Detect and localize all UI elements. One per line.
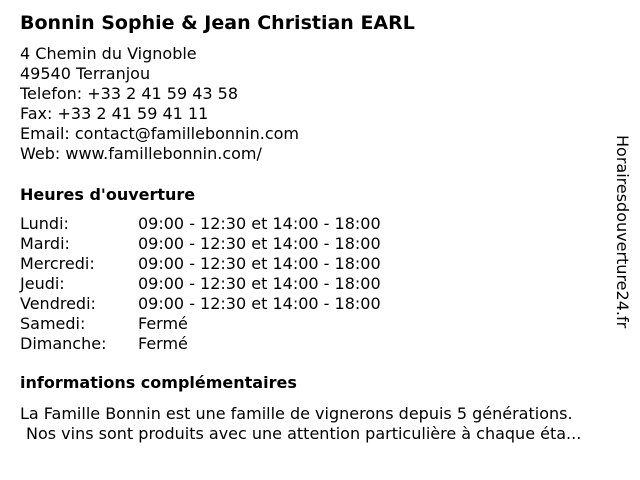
hours-heading: Heures d'ouverture xyxy=(20,185,196,204)
business-card xyxy=(20,10,620,444)
hours-time: 09:00 - 12:30 et 14:00 - 18:00 xyxy=(138,294,381,313)
hours-row xyxy=(20,214,620,234)
hours-day: Jeudi: xyxy=(20,274,65,293)
info-line: Nos vins sont produits avec une attention particulière à chaque éta... xyxy=(26,424,582,443)
hours-day: Mercredi: xyxy=(20,254,95,273)
hours-time: 09:00 - 12:30 et 14:00 - 18:00 xyxy=(138,214,381,233)
info-line: La Famille Bonnin est une famille de vignerons depuis 5 générations. xyxy=(20,404,573,423)
hours-time: 09:00 - 12:30 et 14:00 - 18:00 xyxy=(138,274,381,293)
hours-table xyxy=(20,214,620,354)
hours-day: Lundi: xyxy=(20,214,69,233)
site-watermark: Horairesdouverture24.fr xyxy=(613,135,632,329)
hours-time: Fermé xyxy=(138,334,188,353)
website-url: Web: www.famillebonnin.com/ xyxy=(20,144,262,163)
address-city: 49540 Terranjou xyxy=(20,64,151,83)
info-description xyxy=(20,404,620,444)
fax-number: Fax: +33 2 41 59 41 11 xyxy=(20,104,209,123)
hours-row xyxy=(20,314,620,334)
hours-day: Samedi: xyxy=(20,314,86,333)
hours-time: 09:00 - 12:30 et 14:00 - 18:00 xyxy=(138,234,381,253)
hours-day: Mardi: xyxy=(20,234,70,253)
address-street: 4 Chemin du Vignoble xyxy=(20,44,197,63)
hours-day: Vendredi: xyxy=(20,294,96,313)
contact-block xyxy=(20,44,620,164)
hours-row xyxy=(20,334,620,354)
hours-time: 09:00 - 12:30 et 14:00 - 18:00 xyxy=(138,254,381,273)
business-name: Bonnin Sophie & Jean Christian EARL xyxy=(20,12,415,34)
phone-number: Telefon: +33 2 41 59 43 58 xyxy=(20,84,239,103)
email-address: Email: contact@famillebonnin.com xyxy=(20,124,300,143)
hours-time: Fermé xyxy=(138,314,188,333)
hours-row xyxy=(20,274,620,294)
hours-row xyxy=(20,294,620,314)
hours-row xyxy=(20,254,620,274)
hours-day: Dimanche: xyxy=(20,334,107,353)
hours-row xyxy=(20,234,620,254)
info-heading: informations complémentaires xyxy=(20,373,297,392)
